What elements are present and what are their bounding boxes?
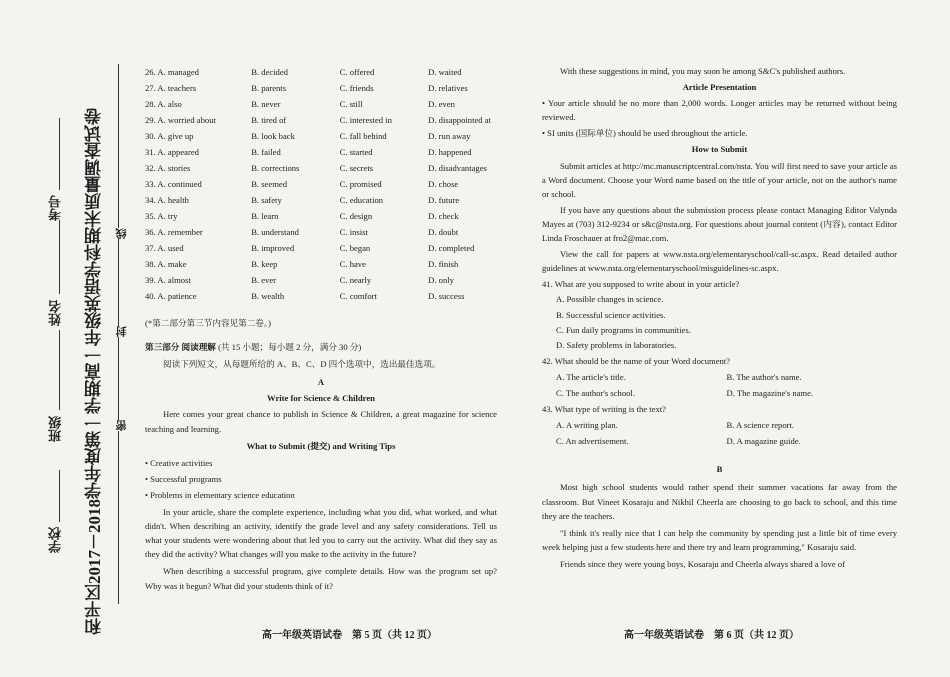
option-row: 34. A. health B. safety C. education D. future	[145, 194, 460, 205]
page-5-footer: 高一年级英语试卷 第 5 页（共 12 页）	[262, 630, 437, 641]
passage-a-p4: With these suggestions in mind, you may soon be among S&C's published authors.	[560, 66, 846, 76]
passage-b-p1: Most high school students would rather spend their summer vacations far away from the classroom. But Vineet Kosaraju and Nikhil Cheerla are choosing to go back to school, and this time they are the teachers.	[542, 482, 897, 521]
part2-note: (*第二部分第三节内容见第二卷。)	[145, 318, 272, 328]
option-row: 36. A. remember B. understand C. insist D. doubt	[145, 226, 459, 237]
q41-option: C. Fun daily programs in communities.	[556, 324, 691, 335]
q41-option: B. Successful science activities.	[556, 309, 666, 320]
exam-no-blank	[59, 118, 60, 190]
passage-a-p2: In your article, share the complete experience, including what you did, what worked, and what didn't. When describing an activity, identify the grade level and any safety considerations. Tell us what your students were wondering about that led you to carry out the activity. What did they say as they did the activity? What changes will you make to the activity in the future?	[145, 507, 497, 560]
q43-options-row: C. An advertisement. D. A magazine guide.	[556, 436, 801, 447]
option-row: 37. A. used B. improved C. began D. completed	[145, 242, 475, 253]
name-blank	[59, 220, 60, 294]
bullet-item: • Problems in elementary science education	[145, 489, 295, 500]
presentation-title: Article Presentation	[682, 82, 757, 93]
passage-a-p1: Here comes your great chance to publish in Science & Children, a great magazine for science teaching and learning.	[145, 409, 497, 434]
part3-instruction: 阅读下列短文，从每题所给的 A、B、C、D 四个选项中，选出最佳选项。	[163, 359, 441, 370]
page-5	[145, 64, 497, 593]
submit-p1: Submit articles at http://mc.manuscriptcentral.com/nsta. You will first need to save your article as a Word document. Choose your Word name based on the title of your article, not on the author's name or school.	[542, 160, 897, 199]
option-row: 26. A. managed B. decided C. offered D. waited	[145, 66, 462, 77]
question-42: 42. What should be the name of your Word document?	[542, 355, 731, 366]
presentation-bullet: • Your article should be no more than 2,000 words. Longer articles may be returned without being reviewed.	[542, 98, 897, 123]
q41-option: A. Possible changes in science.	[556, 294, 664, 305]
passage-a-p3: When describing a successful program, give complete details. How was the program set up? Why was it begun? What did your students think of it?	[145, 566, 497, 591]
passage-a-label: A	[317, 377, 325, 388]
q43-options-row: A. A writing plan. B. A science report.	[556, 420, 795, 431]
option-row: 29. A. worried about B. tired of C. interested in D. disappointed at	[145, 114, 491, 125]
question-43: 43. What type of writing is the text?	[542, 404, 666, 415]
cloze-options	[145, 64, 497, 304]
option-row: 39. A. almost B. ever C. nearly D. only	[145, 274, 454, 285]
seal-char-xian: 密	[116, 420, 128, 431]
submit-p2: If you have any questions about the submission process please contact Managing Editor Valynda Mayes at (703) 312-9234 or s&c@nsta.org. For questions about journal content (内容), contact Editor Linda Froschauer at fro2@mac.com.	[542, 204, 897, 244]
q42-options-row: A. The article's title. B. The author's name.	[556, 371, 802, 382]
presentation-bullet: • SI units (国际单位) should be used throughout the article.	[542, 128, 748, 139]
how-to-submit-title: How to Submit	[691, 144, 748, 155]
submit-p3: View the call for papers at www.nsta.org/elementaryschool/call-sc.aspx. Read detailed author guidelines at www.nsta.org/elementaryschool/misguidelines-sc.aspx.	[542, 249, 897, 274]
passage-a-title: Write for Science & Children	[267, 393, 375, 404]
tips-title: What to Submit (提交) and Writing Tips	[246, 440, 396, 451]
option-row: 28. A. also B. never C. still D. even	[145, 98, 455, 109]
name-label: 姓名	[48, 300, 63, 326]
exam-no-label: 考号	[48, 195, 63, 221]
binding-margin	[0, 0, 128, 677]
part3-heading: 第三部分 阅读理解 (共 15 小题；每小题 2 分，满分 30 分)	[145, 342, 362, 353]
class-blank	[59, 330, 60, 410]
option-row: 27. A. teachers B. parents C. friends D. relatives	[145, 82, 468, 93]
seal-char-mi: 线	[116, 228, 128, 239]
question-41: 41. What are you supposed to write about in your article?	[542, 279, 740, 290]
exam-title-vertical: 和平区2017－2018学年度第一学期高一年级英语学科期末质量调查试卷	[85, 108, 104, 635]
school-label: 学校	[48, 527, 63, 553]
option-row: 33. A. continued B. seemed C. promised D. chose	[145, 178, 459, 189]
option-row: 40. A. patience B. wealth C. comfort D. success	[145, 290, 465, 301]
q41-option: D. Safety problems in laboratories.	[556, 339, 677, 350]
option-row: 35. A. try B. learn C. design D. check	[145, 210, 459, 221]
option-row: 31. A. appeared B. failed C. started D. happened	[145, 146, 472, 157]
option-row: 38. A. make B. keep C. have D. finish	[145, 258, 459, 269]
passage-b-label: B	[716, 464, 723, 475]
passage-b-p2: "I think it's really nice that I can help the community by spending just a little bit of time every week helping just a few students here and there try and learn programming," Kosaraju said.	[542, 527, 897, 552]
bullet-item: • Successful programs	[145, 473, 222, 484]
q42-options-row: C. The author's school. D. The magazine's name.	[556, 387, 814, 398]
school-blank	[59, 470, 60, 522]
class-label: 班级	[48, 416, 63, 442]
option-row: 32. A. stories B. corrections C. secrets D. disadvantages	[145, 162, 487, 173]
passage-b-p3: Friends since they were young boys, Kosaraju and Cheerla always shared a love of	[560, 558, 845, 569]
page-6	[542, 64, 897, 571]
page-6-footer: 高一年级英语试卷 第 6 页（共 12 页）	[624, 630, 799, 641]
seal-char-feng: 封	[116, 326, 128, 337]
bullet-item: • Creative activities	[145, 457, 213, 468]
option-row: 30. A. give up B. look back C. fall behind D. run away	[145, 130, 471, 141]
